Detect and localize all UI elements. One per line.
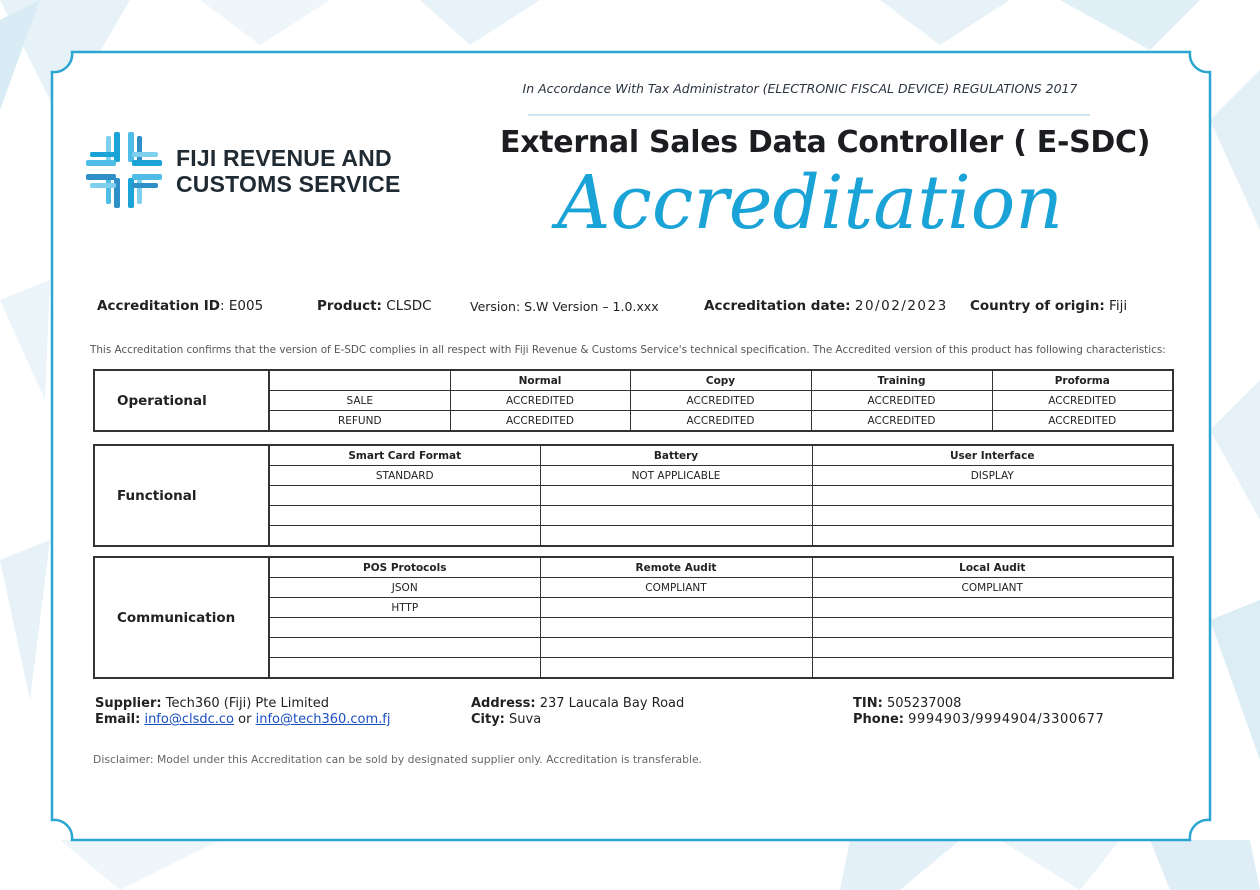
email-link-1[interactable]: info@clsdc.co (144, 712, 234, 727)
accreditation-statement: This Accreditation confirms that the version of E-SDC complies in all respect with Fiji Revenue & Customs Service's technical specification. The Accredited version of this product has following characteristics: (90, 344, 1166, 356)
table-cell (269, 370, 450, 391)
regulation-subtitle: In Accordance With Tax Administrator (ELECTRONIC FISCAL DEVICE) REGULATIONS 2017 (522, 81, 1078, 96)
tin-value: 505237008 (886, 696, 962, 711)
table-cell (269, 618, 540, 638)
table-cell: ACCREDITED (992, 391, 1173, 411)
product-info (317, 298, 432, 314)
organization-name (176, 145, 401, 197)
table-row (94, 370, 1173, 391)
contact-block (853, 696, 1104, 728)
row-name: SALE (269, 391, 450, 411)
communication-table (93, 556, 1174, 679)
table-cell (540, 486, 812, 506)
table-cell (812, 618, 1173, 638)
table-cell: ACCREDITED (630, 391, 811, 411)
table-cell (269, 526, 540, 547)
org-name-line1: FIJI REVENUE AND (176, 145, 392, 171)
table-cell (269, 486, 540, 506)
supplier-value: Tech360 (Fiji) Pte Limited (165, 696, 329, 711)
date-value: 20/02/2023 (854, 298, 948, 314)
accreditation-id-label: Accreditation ID (97, 298, 221, 314)
city-value: Suva (509, 712, 542, 727)
column-header: Local Audit (812, 557, 1173, 578)
column-header: User Interface (812, 445, 1173, 466)
email-link-2[interactable]: info@tech360.com.fj (255, 712, 391, 727)
table-cell: COMPLIANT (812, 578, 1173, 598)
certificate-title: External Sales Data Controller ( E-SDC) (500, 125, 1151, 160)
accreditation-id-value: : E005 (220, 298, 264, 314)
table-cell: ACCREDITED (992, 411, 1173, 432)
table-row (94, 445, 1173, 466)
date-label: Accreditation date: (704, 298, 851, 314)
supplier-block (95, 696, 391, 728)
phone-label: Phone: (853, 712, 904, 727)
country-value: Fiji (1109, 298, 1128, 314)
column-header: Copy (630, 370, 811, 391)
row-name: REFUND (269, 411, 450, 432)
column-header: Training (811, 370, 992, 391)
table-cell (269, 638, 540, 658)
column-header: Normal (450, 370, 630, 391)
table-cell (540, 526, 812, 547)
communication-label: Communication (94, 557, 269, 678)
column-header: Battery (540, 445, 812, 466)
table-cell: ACCREDITED (630, 411, 811, 432)
functional-label: Functional (94, 445, 269, 546)
tin-label: TIN: (853, 696, 883, 711)
table-cell: NOT APPLICABLE (540, 466, 812, 486)
table-cell (540, 598, 812, 618)
city-label: City: (471, 712, 505, 727)
table-cell (269, 658, 540, 679)
supplier-label: Supplier: (95, 696, 162, 711)
table-cell (812, 598, 1173, 618)
version-info: Version: S.W Version – 1.0.xxx (470, 299, 659, 314)
table-cell (812, 506, 1173, 526)
table-cell: STANDARD (269, 466, 540, 486)
table-cell: ACCREDITED (450, 411, 630, 432)
table-cell (812, 526, 1173, 547)
table-cell (540, 618, 812, 638)
email-or: or (238, 712, 252, 727)
frcs-logo-icon (84, 130, 164, 210)
table-cell (812, 658, 1173, 679)
table-cell (540, 638, 812, 658)
column-header: Proforma (992, 370, 1173, 391)
table-cell: HTTP (269, 598, 540, 618)
column-header: POS Protocols (269, 557, 540, 578)
table-cell: ACCREDITED (450, 391, 630, 411)
accreditation-id (97, 298, 263, 314)
table-cell (812, 638, 1173, 658)
product-value: CLSDC (386, 298, 432, 314)
table-cell: JSON (269, 578, 540, 598)
table-cell: ACCREDITED (811, 411, 992, 432)
operational-table (93, 369, 1174, 432)
address-value: 237 Laucala Bay Road (539, 696, 685, 711)
address-label: Address: (471, 696, 536, 711)
table-cell: COMPLIANT (540, 578, 812, 598)
disclaimer-text: Disclaimer: Model under this Accreditation can be sold by designated supplier only. Accreditation is transferable. (93, 753, 703, 766)
column-header: Smart Card Format (269, 445, 540, 466)
table-cell (540, 658, 812, 679)
email-label: Email: (95, 712, 141, 727)
table-cell: DISPLAY (812, 466, 1173, 486)
product-label: Product: (317, 298, 382, 314)
subtitle-divider (528, 114, 1090, 116)
table-cell (269, 506, 540, 526)
operational-label: Operational (94, 370, 269, 431)
accreditation-heading: Accreditation (556, 160, 1063, 246)
table-cell (540, 506, 812, 526)
country-label: Country of origin: (970, 298, 1105, 314)
functional-table (93, 444, 1174, 547)
phone-value: 9994903/9994904/3300677 (908, 712, 1105, 727)
column-header: Remote Audit (540, 557, 812, 578)
accreditation-date (704, 298, 948, 314)
address-block (471, 696, 684, 728)
org-name-line2: CUSTOMS SERVICE (176, 171, 401, 197)
country-of-origin (970, 298, 1127, 314)
table-cell: ACCREDITED (811, 391, 992, 411)
table-cell (812, 486, 1173, 506)
table-row (94, 557, 1173, 578)
